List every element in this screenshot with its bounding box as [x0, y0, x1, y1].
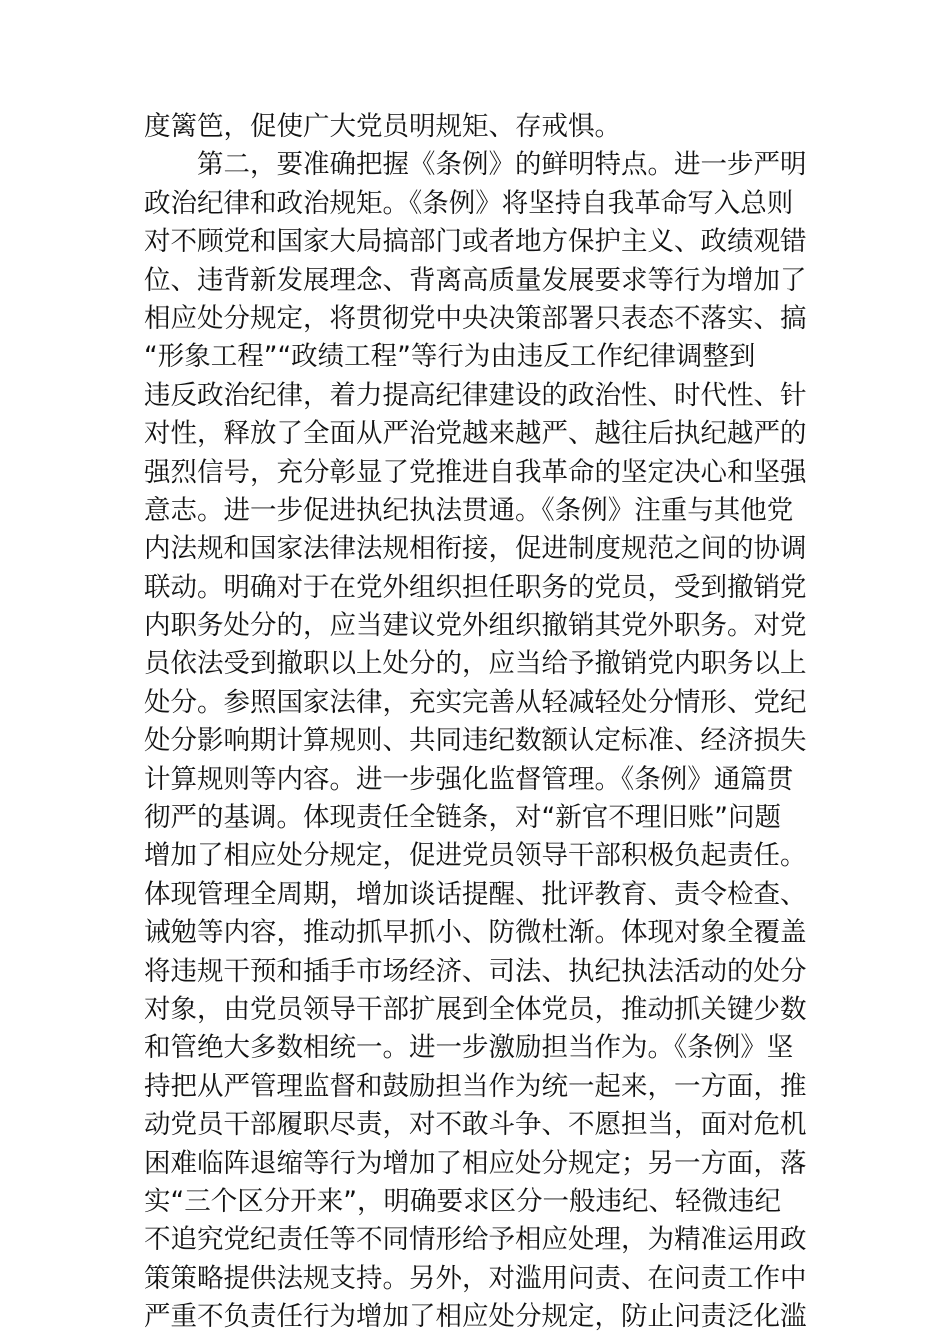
text-line: 诫勉等内容，推动抓早抓小、防微杜渐。体现对象全覆盖	[144, 917, 807, 949]
text-line: 度篱笆，促使广大党员明规矩、存戒惧。	[144, 111, 621, 142]
text-line: 困难临阵退缩等行为增加了相应处分规定；另一方面，落	[144, 1147, 807, 1179]
text-line: 体现管理全周期，增加谈话提醒、批评教育、责令检查、	[144, 878, 807, 910]
text-line: 动党员干部履职尽责，对不敢斗争、不愿担当，面对危机	[144, 1109, 807, 1141]
text-line: 第二，要准确把握《条例》的鲜明特点。进一步严明	[144, 149, 807, 181]
text-line: 位、违背新发展理念、背离高质量发展要求等行为增加了	[144, 264, 807, 296]
text-line: 策策略提供法规支持。另外，对滥用问责、在问责工作中	[144, 1262, 807, 1294]
text-line: 对性，释放了全面从严治党越来越严、越往后执纪越严的	[144, 418, 807, 450]
text-line: 和管绝大多数相统一。进一步激励担当作为。《条例》坚	[144, 1032, 794, 1064]
text-line: 政治纪律和政治规矩。《条例》将坚持自我革命写入总则	[144, 187, 794, 219]
text-line: 意志。进一步促进执纪执法贯通。《条例》注重与其他党	[144, 494, 794, 526]
text-line: 持把从严管理监督和鼓励担当作为统一起来，一方面，推	[144, 1070, 807, 1102]
text-line: 内职务处分的，应当建议党外组织撤销其党外职务。对党	[144, 610, 807, 642]
text-line: 将违规干预和插手市场经济、司法、执纪执法活动的处分	[144, 955, 807, 987]
text-line: 相应处分规定，将贯彻党中央决策部署只表态不落实、搞	[144, 302, 807, 334]
text-line: 严重不负责任行为增加了相应处分规定，防止问责泛化滥	[144, 1301, 807, 1333]
text-line: 对象，由党员领导干部扩展到全体党员，推动抓关键少数	[144, 993, 807, 1025]
text-line: 实“三个区分开来”，明确要求区分一般违纪、轻微违纪	[144, 1185, 781, 1217]
text-line: 内法规和国家法律法规相衔接，促进制度规范之间的协调	[144, 533, 807, 565]
text-line: 计算规则等内容。进一步强化监督管理。《条例》通篇贯	[144, 763, 794, 795]
text-line: 联动。明确对于在党外组织担任职务的党员，受到撤销党	[144, 571, 807, 603]
text-line: 处分。参照国家法律，充实完善从轻减轻处分情形、党纪	[144, 686, 807, 718]
text-line: 增加了相应处分规定，促进党员领导干部积极负起责任。	[144, 840, 807, 872]
text-line: 强烈信号，充分彰显了党推进自我革命的坚定决心和坚强	[144, 456, 807, 488]
text-line: 员依法受到撤职以上处分的，应当给予撤销党内职务以上	[144, 648, 807, 680]
text-line: 违反政治纪律，着力提高纪律建设的政治性、时代性、针	[144, 379, 807, 411]
text-line: 处分影响期计算规则、共同违纪数额认定标准、经济损失	[144, 725, 807, 757]
text-line: 对不顾党和国家大局搞部门或者地方保护主义、政绩观错	[144, 226, 807, 258]
body-text	[144, 108, 814, 1337]
text-line: 不追究党纪责任等不同情形给予相应处理，为精准运用政	[144, 1224, 807, 1256]
text-line: 彻严的基调。体现责任全链条，对“新官不理旧账”问题	[144, 802, 781, 834]
text-line: “形象工程”“政绩工程”等行为由违反工作纪律调整到	[144, 341, 756, 373]
